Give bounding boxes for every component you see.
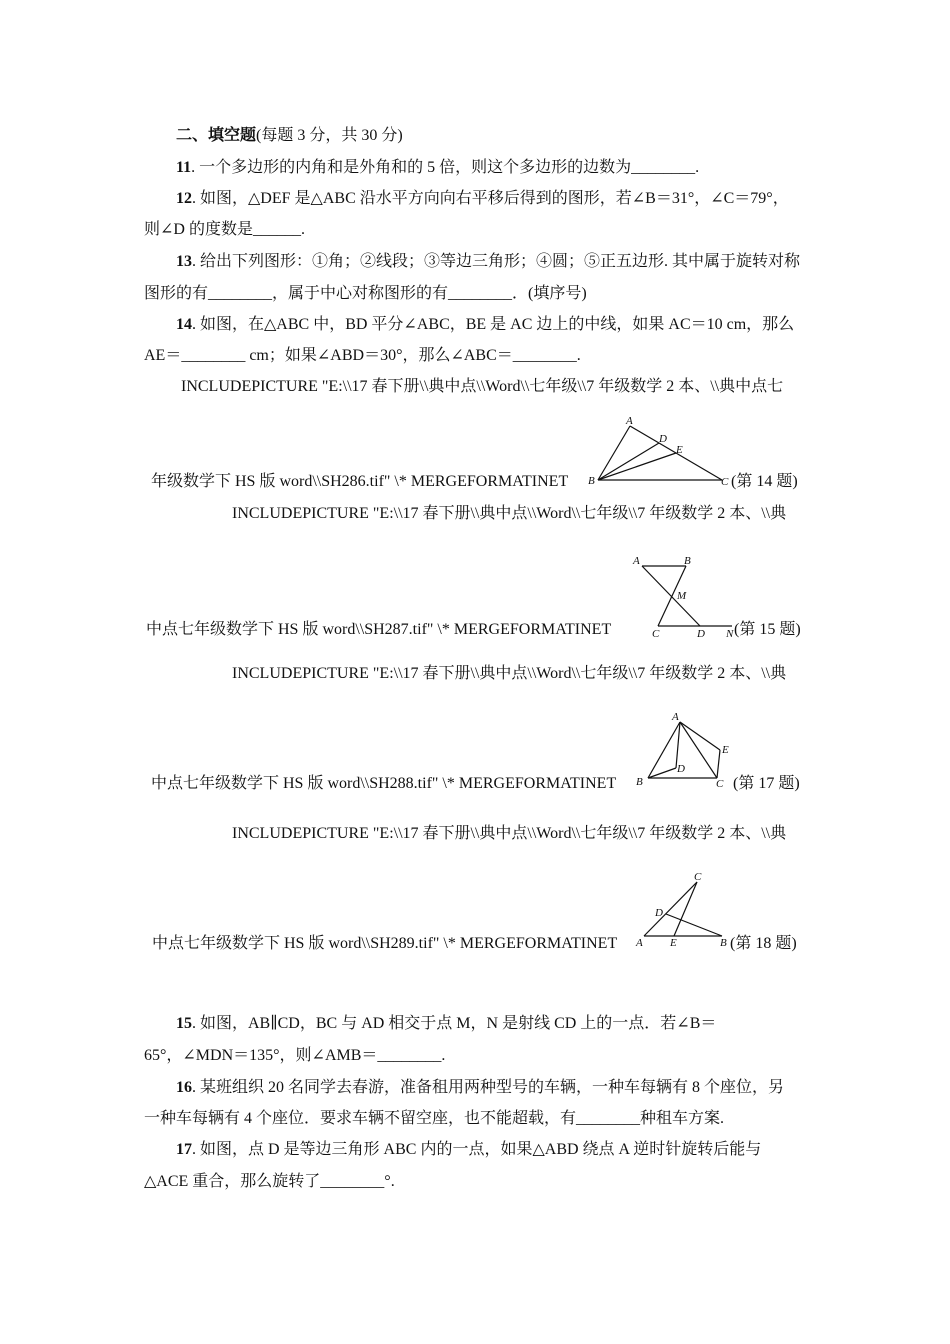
question-14-continuation: AE＝________ cm；如果∠ABD＝30°，那么∠ABC＝________. [144,347,581,364]
figure-17-diagram [632,708,742,790]
question-13 [176,252,800,272]
label-b: B [636,776,643,788]
label-a: A [633,555,640,567]
figure-15-field-code-line1: INCLUDEPICTURE "E:\\17 春下册\\典中点\\Word\\七年级\\7 年级数学 2 本、\\典 [232,505,787,522]
figure-18-caption: (第 18 题) [730,935,797,952]
question-text: . 一个多边形的内角和是外角和的 5 倍，则这个多边形的边数为________. [191,159,700,176]
segment-ae [680,722,720,750]
section-heading [176,126,403,146]
question-17 [176,1140,761,1160]
question-15 [176,1014,716,1034]
figure-17-field-code-line1: INCLUDEPICTURE "E:\\17 春下册\\典中点\\Word\\七年级\\7 年级数学 2 本、\\典 [232,665,787,682]
label-d: D [677,763,685,775]
question-number: 14 [176,316,192,333]
figure-15-diagram [628,550,738,642]
figure-15-caption: (第 15 题) [734,621,801,638]
label-n: N [726,628,734,640]
question-13-continuation: 图形的有________，属于中心对称图形的有________．(填序号) [144,285,587,302]
segment-db [666,914,722,936]
label-c: C [694,871,702,883]
question-text: . 某班组织 20 名同学去春游，准备租用两种型号的车辆，一种车每辆有 8 个座位，另 [192,1079,785,1096]
question-text: . 如图，在△ABC 中，BD 平分∠ABC，BE 是 AC 边上的中线，如果 AC＝10 cm，那么 [192,316,795,333]
question-number: 12 [176,190,192,207]
segment-ba [598,426,630,480]
question-number: 17 [176,1141,192,1158]
question-12 [176,189,789,209]
label-c: C [716,778,724,790]
question-text: . 如图，△DEF 是△ABC 沿水平方向向右平移后得到的图形，若∠B＝31°，∠C＝79°， [192,190,789,207]
figure-17-caption: (第 17 题) [733,775,800,792]
label-e: E [722,744,729,756]
label-m: M [677,590,687,602]
question-text: . 给出下列图形：①角；②线段；③等边三角形；④圆；⑤正五边形. 其中属于旋转对称 [192,253,801,270]
question-16 [176,1078,784,1098]
question-number: 15 [176,1015,192,1032]
label-d: D [655,907,663,919]
label-d: D [697,628,705,640]
question-text: . 如图，点 D 是等边三角形 ABC 内的一点，如果△ABD 绕点 A 逆时针旋转后能与 [192,1141,762,1158]
label-c: C [721,476,729,488]
figure-14-caption: (第 14 题) [731,473,798,490]
segment-ac [680,722,717,778]
figure-15-field-code-line2: 中点七年级数学下 HS 版 word\\SH287.tif" \* MERGEFORMATINET [146,621,612,638]
question-17-continuation: △ACE 重合，那么旋转了________°. [144,1173,395,1190]
segment-ab [648,722,680,778]
section-heading-note: (每题 3 分，共 30 分) [256,127,403,144]
label-e: E [670,937,677,949]
label-b: B [588,475,595,487]
segment-ec [717,750,720,778]
figure-18-diagram [634,868,734,952]
question-number: 13 [176,253,192,270]
figure-18-field-code-line1: INCLUDEPICTURE "E:\\17 春下册\\典中点\\Word\\七年级\\7 年级数学 2 本、\\典 [232,825,787,842]
figure-14-diagram [586,414,736,490]
segment-ad [642,566,700,626]
figure-18-field-code-line2: 中点七年级数学下 HS 版 word\\SH289.tif" \* MERGEFORMATINET [152,935,618,952]
segment-be [598,453,676,480]
label-c: C [652,628,660,640]
section-heading-title: 二、填空题 [176,127,257,144]
segment-ac [644,882,697,936]
question-text: . 如图，AB∥CD，BC 与 AD 相交于点 M，N 是射线 CD 上的一点．若∠B＝ [192,1015,717,1032]
label-a: A [626,415,633,427]
label-b: B [684,555,691,567]
question-number: 11 [176,159,192,176]
label-a: A [672,711,679,723]
question-16-continuation: 一种车每辆有 4 个座位．要求车辆不留空座，也不能超载，有________种租车方案. [144,1110,725,1127]
question-number: 16 [176,1079,192,1096]
label-d: D [659,433,667,445]
figure-14-field-code-line2: 年级数学下 HS 版 word\\SH286.tif" \* MERGEFORMATINET [151,473,569,490]
label-e: E [676,444,683,456]
segment-ce [674,882,697,936]
figure-14-field-code-line1: INCLUDEPICTURE "E:\\17 春下册\\典中点\\Word\\七年级\\7 年级数学 2 本、\\典中点七 [181,378,784,395]
figure-17-field-code-line2: 中点七年级数学下 HS 版 word\\SH288.tif" \* MERGEFORMATINET [151,775,617,792]
question-14 [176,315,794,335]
question-11 [176,158,699,178]
question-12-continuation: 则∠D 的度数是______. [144,221,305,238]
label-a: A [636,937,643,949]
question-15-continuation: 65°，∠MDN＝135°，则∠AMB＝________. [144,1047,446,1064]
label-b: B [720,937,727,949]
